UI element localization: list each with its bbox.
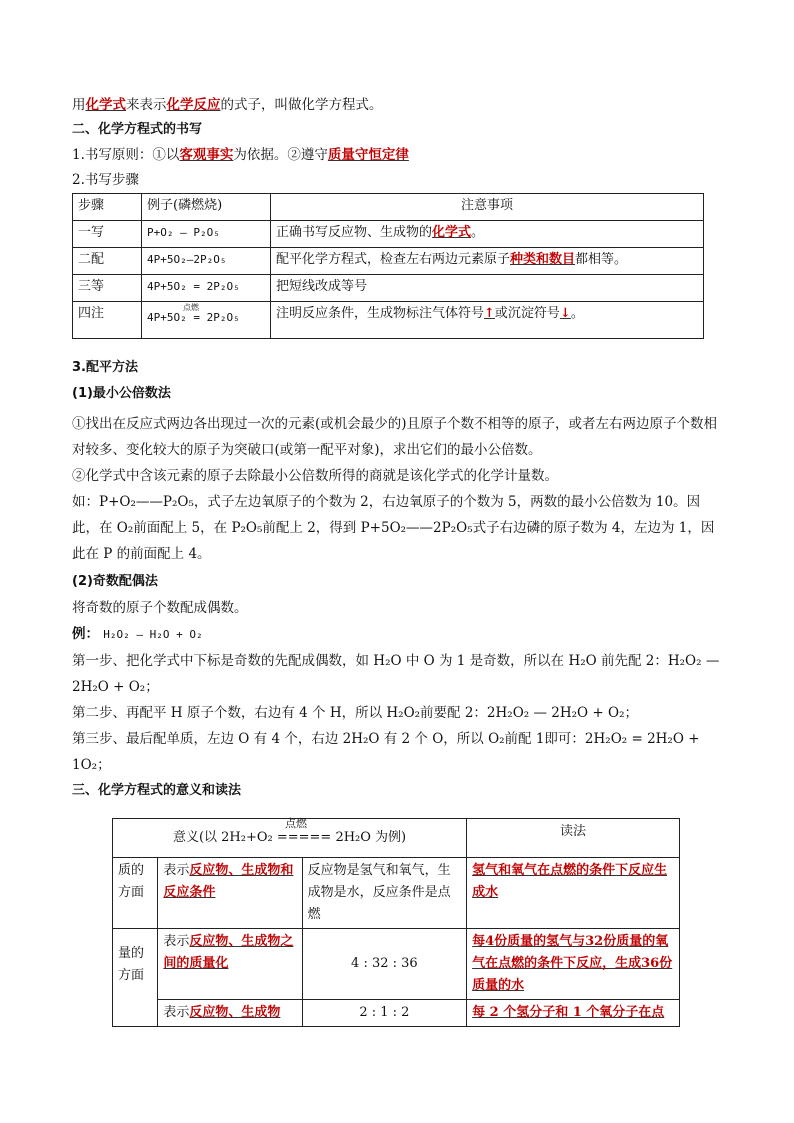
desc-cell — [158, 1000, 302, 1027]
example-cell: 反应物是氢气和氧气，生成物是水，反应条件是点燃 — [302, 858, 466, 929]
text: 的式子，叫做化学方程式。 — [220, 97, 383, 113]
principle-line — [72, 144, 722, 166]
header-cell: 例子(磷燃烧) — [142, 194, 271, 221]
read-cell: 氢气和氧气在点燃的条件下反应生成水 — [467, 858, 680, 929]
gas-symbol: ↑ — [484, 306, 495, 321]
section-3-title: 3.配平方法 — [72, 360, 138, 375]
step-cell: 一写 — [73, 221, 142, 248]
meaning-table — [112, 818, 680, 1027]
text: 。 — [471, 225, 485, 240]
table-header-row — [113, 819, 680, 858]
text: 正确书写反应物、生成物的 — [276, 225, 433, 240]
step-cell: 四注 — [73, 302, 142, 339]
section-4-title: 三、化学方程式的意义和读法 — [72, 783, 242, 798]
method-1-title: (1)最小公倍数法 — [72, 386, 171, 401]
step-2: 第二步、再配平 H 原子个数，右边有 4 个 H，所以 H₂O₂前要配 2：2H₂O₂ — 2H₂O + O₂； — [72, 705, 638, 721]
text: 或沉淀符号 — [494, 306, 560, 321]
table-header-row — [73, 194, 704, 221]
example-equation: H₂O₂ — H₂O + O₂ — [103, 628, 203, 641]
section-2-title: 二、化学方程式的书写 — [72, 122, 203, 137]
note-cell — [271, 248, 704, 275]
text: 表示 — [163, 934, 190, 949]
keyword: 反应物、生成物之间的质量化 — [163, 934, 294, 971]
text: 用 — [72, 97, 86, 113]
example-cell: P+O₂ — P₂O₅ — [142, 221, 271, 248]
keyword: 客观事实 — [179, 147, 234, 163]
example-line — [72, 621, 722, 648]
aspect-cell: 质的方面 — [113, 858, 158, 929]
condition-label: 点燃 — [183, 303, 199, 312]
text: 都相等。 — [575, 252, 628, 267]
step-3: 第三步、最后配单质，左边 O 有 4 个，右边 2H₂O 有 2 个 O，所以 O₂前配 1即可：2H₂O₂ = 2H₂O + 1O₂； — [72, 731, 700, 773]
desc-cell — [158, 858, 302, 929]
keyword: 质量守恒定律 — [327, 147, 409, 163]
steps-title: 2.书写步骤 — [72, 172, 139, 188]
condition-label: 点燃 — [285, 817, 307, 830]
text: 注明反应条件，生成物标注气体符号 — [276, 306, 485, 321]
table-row — [113, 1000, 680, 1027]
intro-paragraph — [72, 94, 722, 116]
note-cell: 把短线改成等号 — [271, 275, 704, 302]
header-text: 意义(以 2H₂+O₂ ===== 2H₂O 为例) — [172, 830, 407, 845]
read-cell: 每 2 个氢分子和 1 个氧分子在点 — [467, 1000, 680, 1027]
method-1-p1: ①找出在反应式两边各出现过一次的元素(或机会最少的)且原子个数不相等的原子，或者左右两边原子个数相对较多、变化较大的原子为突破口(或第一配平对象)，求出它们的最小公倍数。 — [72, 416, 718, 458]
precipitate-symbol: ↓ — [559, 306, 571, 321]
text: 。 — [570, 306, 584, 321]
aspect-cell: 量的方面 — [113, 929, 158, 1027]
document-body — [72, 94, 722, 804]
step-cell: 三等 — [73, 275, 142, 302]
step-cell: 二配 — [73, 248, 142, 275]
section-3 — [72, 357, 722, 804]
desc-cell — [158, 929, 302, 1000]
example-cell: 4 : 32 : 36 — [302, 929, 466, 1000]
table-row — [73, 221, 704, 248]
header-read-cell: 读法 — [467, 819, 680, 858]
text: 来表示 — [126, 97, 167, 113]
method-1-p2: ②化学式中含该元素的原子去除最小公倍数所得的商就是该化学式的化学计量数。 — [72, 468, 558, 484]
example-cell: 2 : 1 : 2 — [302, 1000, 466, 1027]
header-cell: 注意事项 — [271, 194, 704, 221]
text: 1.书写原则：①以 — [72, 147, 180, 163]
keyword: 化学式 — [432, 225, 472, 240]
keyword: 种类和数目 — [510, 252, 576, 267]
table-row — [73, 302, 704, 339]
header-meaning-cell — [113, 819, 467, 858]
table-row — [73, 275, 704, 302]
keyword: 化学式 — [85, 97, 126, 113]
example-label: 例： — [72, 626, 99, 642]
table-row — [113, 858, 680, 929]
keyword: 反应物、生成物 — [189, 1005, 281, 1020]
method-2-p1: 将奇数的原子个数配成偶数。 — [72, 600, 248, 616]
text: 表示 — [163, 863, 190, 878]
text: 为依据。②遵守 — [233, 147, 328, 163]
example-cell: 4P+5O₂—2P₂O₅ — [142, 248, 271, 275]
header-cell: 步骤 — [73, 194, 142, 221]
note-cell — [271, 221, 704, 248]
method-2-title: (2)奇数配偶法 — [72, 574, 158, 589]
text: 配平化学方程式，检查左右两边元素原子 — [276, 252, 511, 267]
keyword: 反应物、生成物和反应条件 — [163, 863, 294, 900]
table-row — [113, 929, 680, 1000]
example-cell — [142, 302, 271, 339]
method-1-p3: 如：P+O₂——P₂O₅，式子左边氧原子的个数为 2，右边氧原子的个数为 5，两数的最小公倍数为 10。因此，在 O₂前面配上 5，在 P₂O₅前配上 2，得到 P+5O₂——2P₂O₅式子右边磷的原子数为 4，左边为 1，因此在 P 的前面配上 4。 — [72, 494, 715, 562]
text: 表示 — [163, 1005, 190, 1020]
step-1: 第一步、把化学式中下标是奇数的先配成偶数，如 H₂O 中 O 为 1 是奇数，所以在 H₂O 前先配 2：H₂O₂ — 2H₂O + O₂； — [72, 653, 720, 695]
equation: 4P+5O₂ = 2P₂O₅ — [147, 311, 240, 324]
example-cell: 4P+5O₂ = 2P₂O₅ — [142, 275, 271, 302]
table-row — [73, 248, 704, 275]
steps-table — [72, 193, 704, 339]
note-cell — [271, 302, 704, 339]
read-cell: 每4份质量的氢气与32份质量的氧气在点燃的条件下反应，生成36份质量的水 — [467, 929, 680, 1000]
keyword: 化学反应 — [166, 97, 221, 113]
